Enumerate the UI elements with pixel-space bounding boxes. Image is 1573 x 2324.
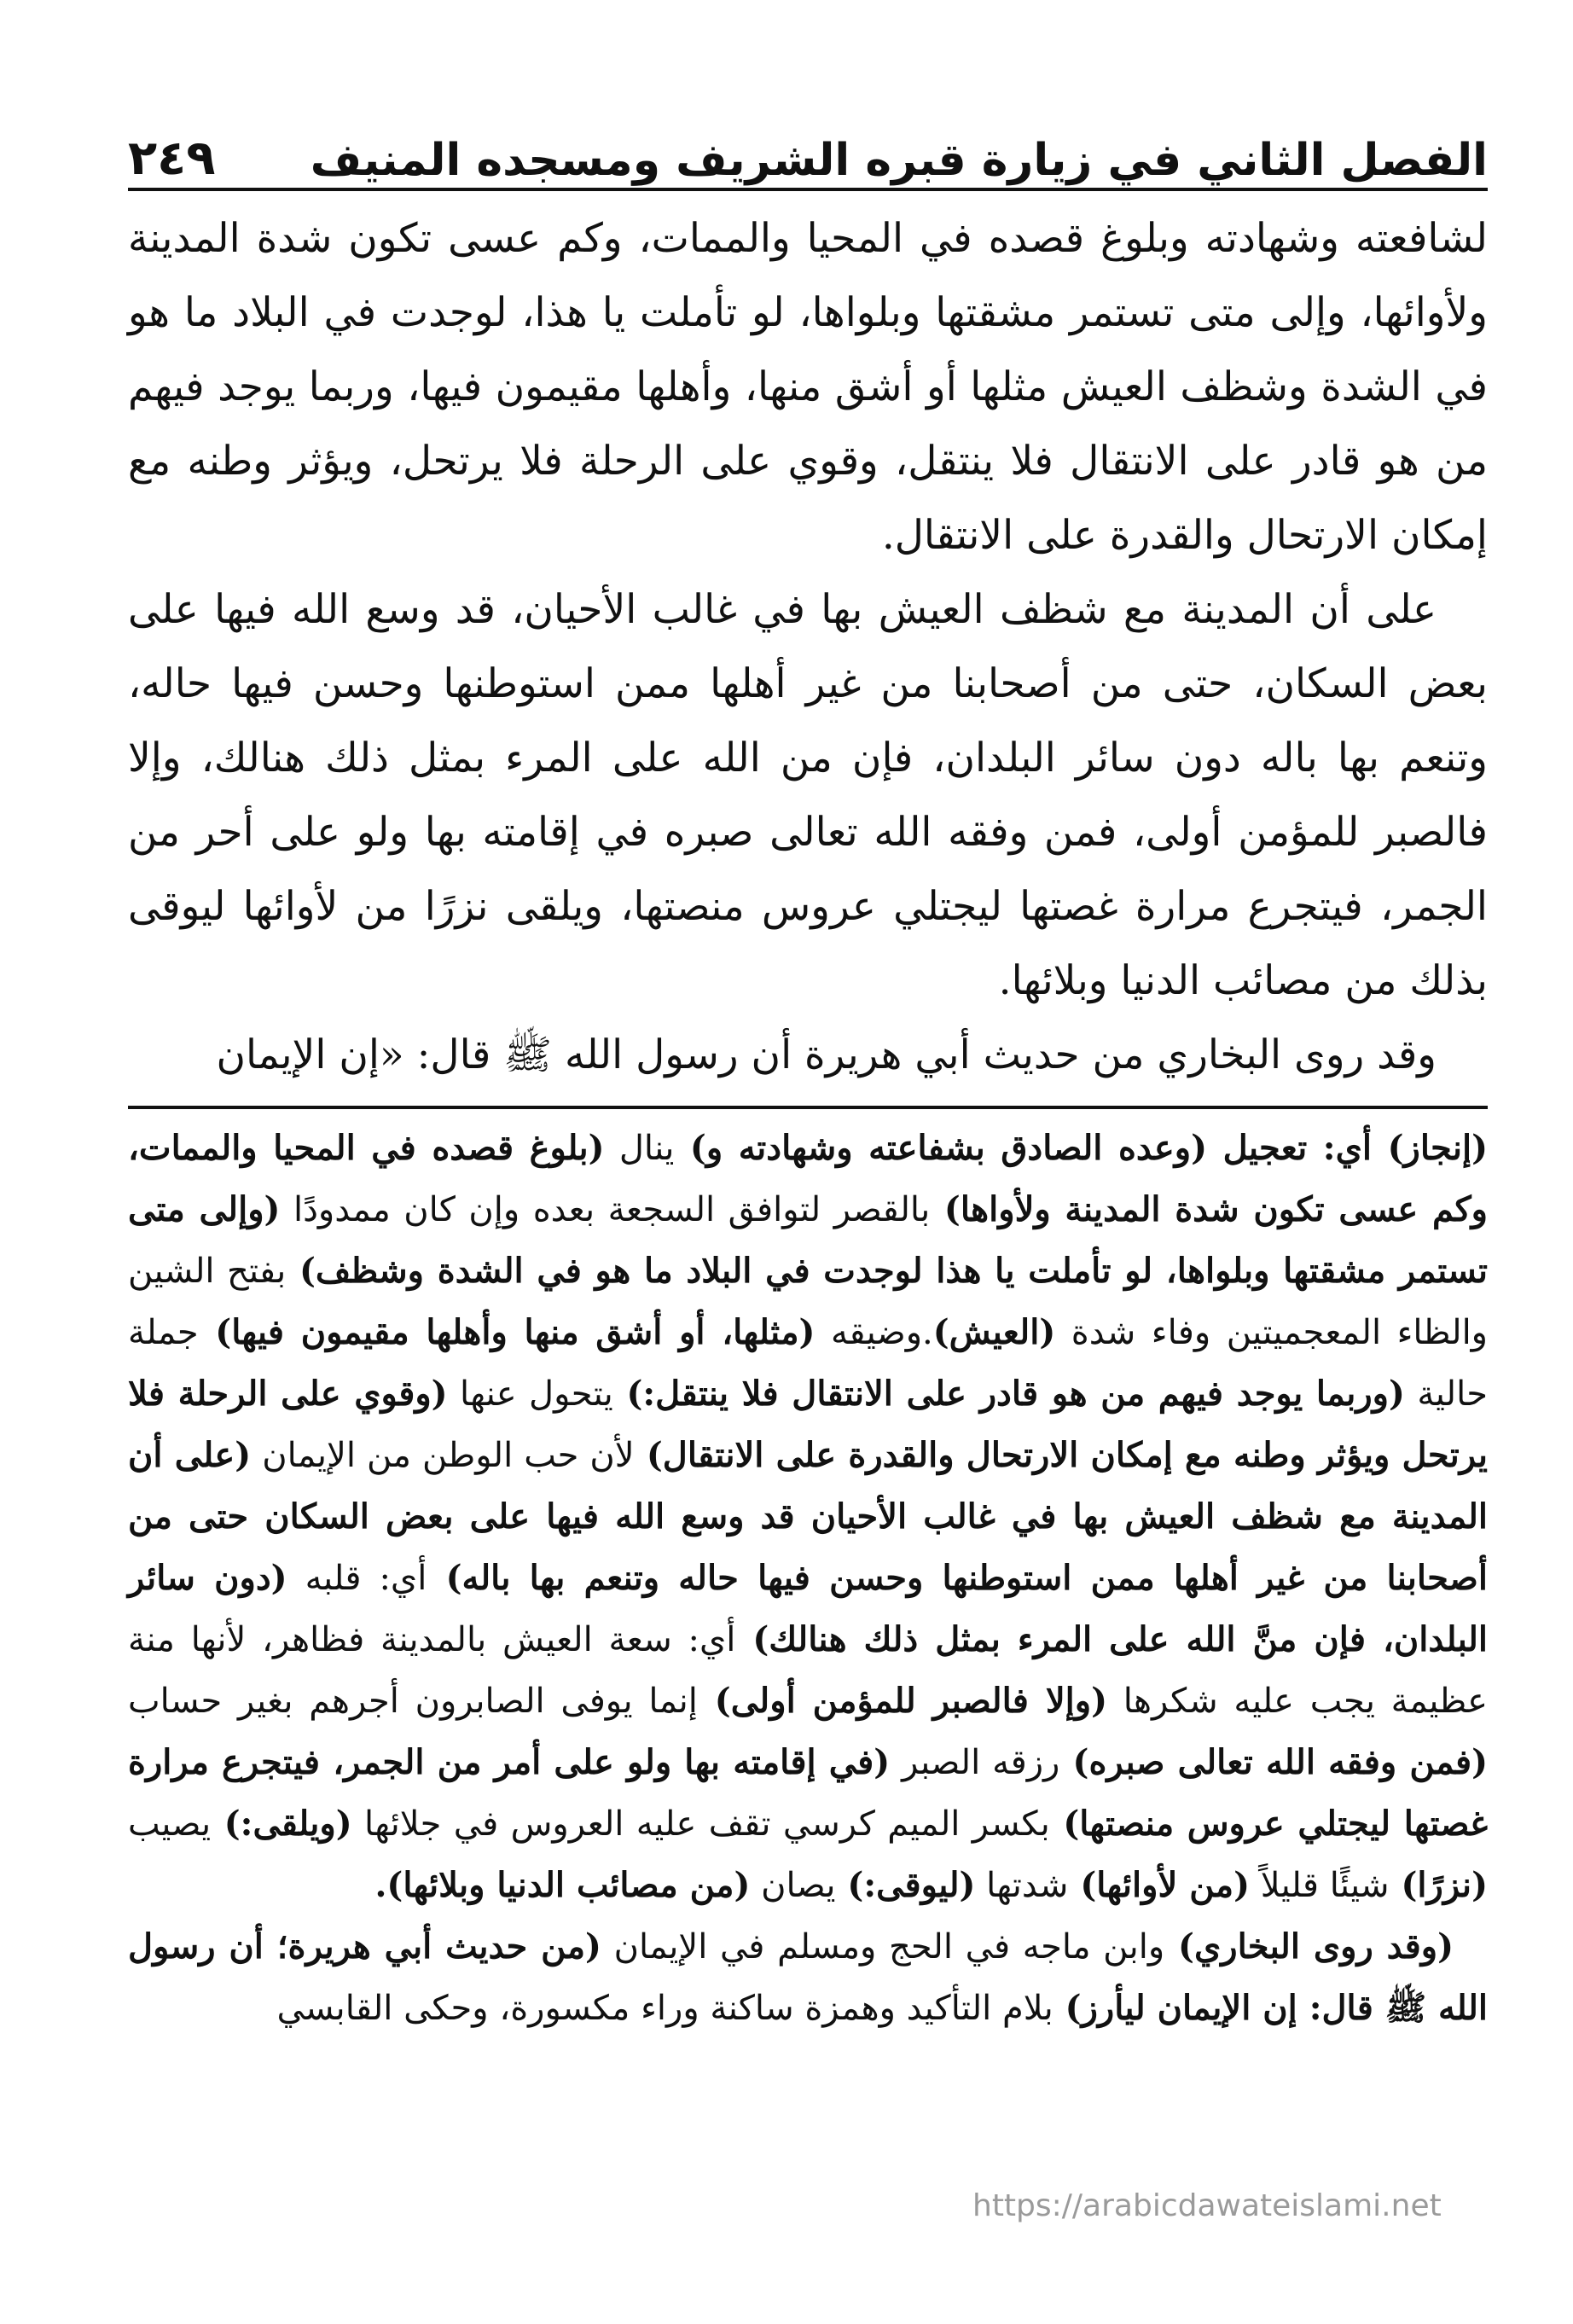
commentary-lemma: (بلوغ قصده في المحيا والممات، وكم عسى تكون شدة المدينة ولأواها) [128, 1128, 1488, 1229]
commentary-gloss: بلام التأكيد وهمزة ساكنة وراء مكسورة، وحكى القابسي [276, 1989, 1054, 2028]
commentary-lemma: (ليوقى:) [835, 1865, 976, 1905]
commentary-paragraph [128, 1916, 1488, 2039]
commentary-lemma: (فمن وفقه الله تعالى صبره) [1059, 1742, 1488, 1782]
main-paragraph: لشافعته وشهادته وبلوغ قصده في المحيا والممات، وكم عسى تكون شدة المدينة ولأوائها، وإلى متى تستمر مشقتها وبلواها، لو تأملت يا هذا، لوجدت في البلاد ما هو في الشدة وشظف العيش مثلها أو أشق منها، وأهلها مقيمون فيها، وربما يوجد فيهم من هو قادر على الانتقال فلا ينتقل، وقوي على الرحلة فلا يرتحل، ويؤثر وطنه مع إمكان الارتحال والقدرة على الانتقال. [128, 215, 1488, 559]
commentary-lemma: (نزرًا) [1389, 1865, 1488, 1905]
commentary-gloss: .وضيقه [815, 1313, 933, 1352]
commentary-gloss: أي: قلبه [287, 1559, 427, 1598]
commentary-lemma: (دون سائر البلدان، فإن منَّ الله على المرء بمثل ذلك هنالك) [128, 1558, 1489, 1659]
commentary-gloss: بفتح الشين والظاء المعجميتين وفاء شدة [128, 1252, 1488, 1352]
commentary-gloss: لأن حب الوطن من الإيمان [251, 1436, 635, 1475]
commentary-lemma: (وقوي على الرحلة فلا يرتحل ويؤثر وطنه مع إمكان الارتحال والقدرة على الانتقال) [128, 1374, 1489, 1475]
commentary [128, 1118, 1488, 2039]
header-rule [128, 188, 1488, 191]
commentary-gloss: يتحول عنها [447, 1374, 613, 1414]
commentary-gloss: بالقصر لتوافق السجعة بعده وإن كان ممدودًا [280, 1190, 931, 1229]
commentary-gloss: شدتها [975, 1866, 1069, 1905]
commentary-lemma: (من لأوائها) [1068, 1865, 1250, 1905]
website-watermark: https://arabicdawateislami.net [972, 2188, 1442, 2223]
commentary-lemma: (العيش) [932, 1312, 1056, 1352]
commentary-gloss: إنما يوفى الصابرون أجرهم بغير حساب [128, 1682, 698, 1721]
commentary-gloss: رزقه الصبر [890, 1743, 1060, 1782]
commentary-gloss: وابن ماجه في الحج ومسلم في الإيمان [601, 1927, 1165, 1967]
footnote-rule [128, 1106, 1488, 1109]
commentary-lemma: (ويلقى:) [211, 1804, 352, 1844]
commentary-lemma: (من حديث أبي هريرة؛ أن رسول الله ﷺ قال: إن الإيمان ليأرز) [128, 1926, 1488, 2028]
commentary-lemma: (في إقامته بها ولو على أمر من الجمر، فيتجرع مرارة غصتها ليجتلي عروس منصتها) [128, 1742, 1488, 1844]
commentary-lemma: (وإلى متى تستمر مشقتها وبلواها، لو تأملت يا هذا لوجدت في البلاد ما هو في الشدة وشظف) [128, 1189, 1489, 1291]
commentary-gloss: جملة حالية [128, 1313, 1488, 1414]
commentary-lemma: (من مصائب الدنيا وبلائها). [374, 1865, 751, 1905]
commentary-lemma: (على أن المدينة مع شظف العيش بها في غالب الأحيان قد وسع الله فيها على بعض السكان حتى من أصحابنا من غير أهلها ممن استوطنها وحسن فيها حاله وتنعم بها باله) [128, 1435, 1488, 1598]
commentary-lemma: (وقد روى البخاري) [1164, 1926, 1454, 1967]
commentary-lemma: (إنجاز) أي: تعجيل [1207, 1128, 1488, 1168]
commentary-gloss: شيئًا قليلاً [1250, 1866, 1390, 1905]
page-header [128, 101, 1488, 186]
commentary-gloss: أي: سعة العيش بالمدينة فظاهر، لأنها منة عظيمة يجب عليه شكرها [128, 1620, 1488, 1721]
commentary-gloss: يصان [750, 1866, 836, 1905]
commentary-gloss: ينال [604, 1129, 675, 1168]
commentary-lemma: (مثلها، أو أشق منها وأهلها مقيمون فيها) [198, 1312, 816, 1352]
commentary-gloss: يصيب [128, 1804, 212, 1844]
main-paragraph: وقد روى البخاري من حديث أبي هريرة أن رسول الله ﷺ قال: «إن الإيمان [216, 1031, 1437, 1078]
main-paragraph: على أن المدينة مع شظف العيش بها في غالب الأحيان، قد وسع الله فيها على بعض السكان، حتى من أصحابنا من غير أهلها ممن استوطنها وحسن فيها حاله، وتنعم بها باله دون سائر البلدان، فإن من الله على المرء بمثل ذلك هنالك، وإلا فالصبر للمؤمن أولى، فمن وفقه الله تعالى صبره في إقامته بها ولو على أحر من الجمر، فيتجرع مرارة غصتها ليجتلي عروس منصتها، ويلقى نزرًا من لأوائها ليوقى بذلك من مصائب الدنيا وبلائها. [128, 586, 1488, 1004]
commentary-lemma: (وإلا فالصبر للمؤمن أولى) [697, 1681, 1108, 1721]
commentary-lemma: (وربما يوجد فيهم من هو قادر على الانتقال فلا ينتقل:) [612, 1374, 1405, 1414]
commentary-gloss: بكسر الميم كرسي تقف عليه العروس في جلائها [351, 1804, 1050, 1844]
commentary-paragraph [128, 1118, 1488, 1916]
page-number: ٢٤٩ [128, 131, 216, 186]
main-text [128, 201, 1488, 1092]
commentary-lemma: (وعده الصادق بشفاعته وشهادته و) [674, 1128, 1208, 1168]
running-title: الفصل الثاني في زيارة قبره الشريف ومسجده المنيف [310, 135, 1488, 186]
